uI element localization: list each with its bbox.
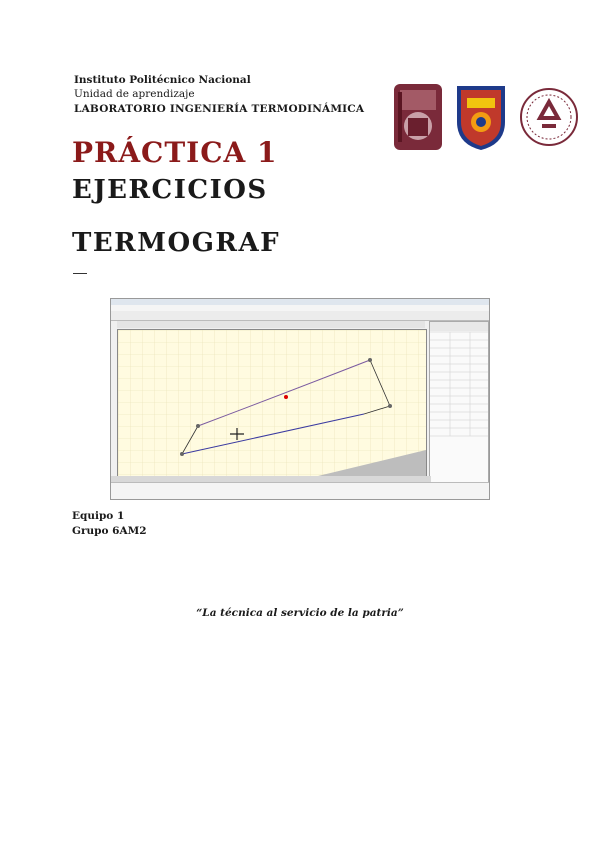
title-underline (73, 273, 87, 274)
cycle-plot (118, 330, 426, 476)
recycle-emblem-logo (518, 82, 580, 152)
state-point (388, 404, 392, 408)
course-unit: Unidad de aprendizaje (74, 88, 195, 100)
esime-shield-logo (453, 82, 509, 152)
pv-diagram (117, 329, 427, 477)
motto: “La técnica al servicio de la patria” (196, 607, 404, 619)
title-line-1: EJERCICIOS (72, 175, 268, 205)
marker-point (284, 395, 288, 399)
lab-name: LABORATORIO INGENIERÍA TERMODINÁMICA (74, 103, 365, 115)
state-point (180, 452, 184, 456)
title-line-2: TERMOGRAF (72, 228, 281, 258)
app-status-area (111, 482, 489, 500)
practice-title: PRÁCTICA 1 (72, 136, 278, 169)
ipn-seal-logo (390, 82, 446, 152)
team-label: Equipo 1 (72, 510, 125, 522)
termograf-screenshot (110, 298, 490, 500)
state-point (368, 358, 372, 362)
app-tabbar (117, 321, 425, 328)
group-label: Grupo 6AM2 (72, 525, 147, 537)
properties-table (430, 322, 488, 482)
institution-name: Instituto Politécnico Nacional (74, 74, 251, 86)
properties-panel (429, 321, 489, 483)
app-toolbar (111, 311, 489, 321)
state-point (196, 424, 200, 428)
